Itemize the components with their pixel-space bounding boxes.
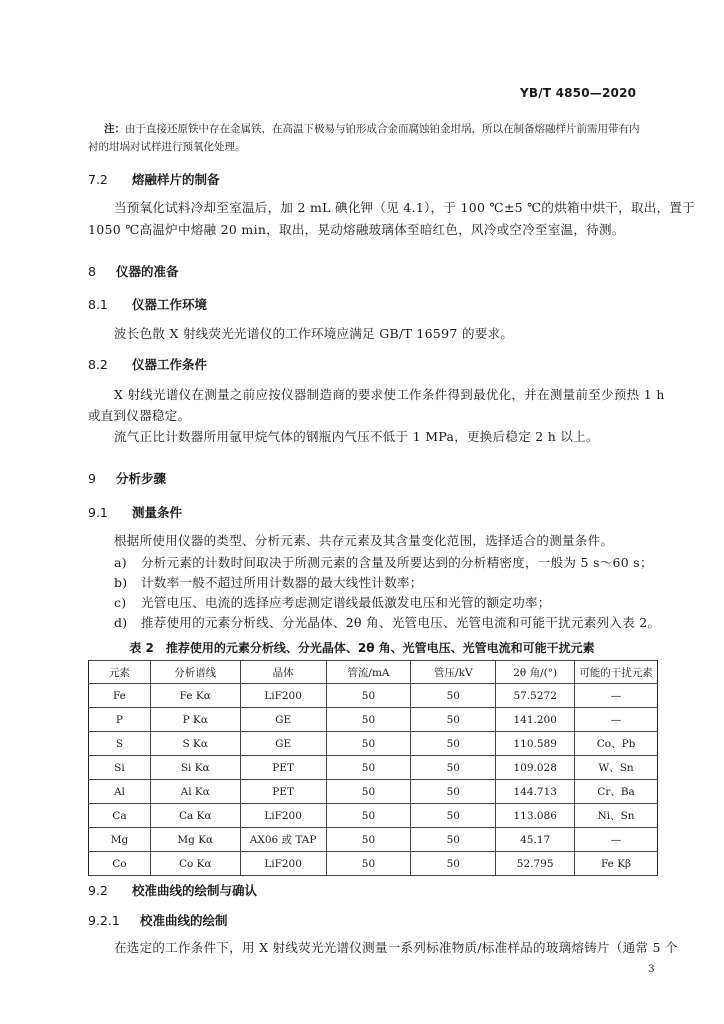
list-text: 分析元素的计数时间取决于所测元素的含量及所要达到的分析精密度，一般为 5 s～60 s； bbox=[141, 555, 653, 570]
table-cell: 50 bbox=[326, 852, 411, 876]
section-9-2-1-paragraph: 在选定的工作条件下，用 X 射线荧光光谱仪测量一系列标准物质/标准样品的玻璃熔铸片（通常 5 个 bbox=[114, 940, 678, 955]
table-cell: 144.713 bbox=[496, 780, 575, 804]
section-8-2-paragraph-1-line-1: X 射线光谱仪在测量之前应按仪器制造商的要求使工作条件得到最优化，并在测量前至少预热 1 h bbox=[114, 387, 665, 402]
table-caption-label: 表 2 bbox=[129, 641, 154, 655]
list-item bbox=[114, 613, 660, 633]
list-marker: d) bbox=[114, 615, 128, 630]
section-title: 分析步骤 bbox=[116, 471, 167, 486]
table-cell: 57.5272 bbox=[496, 684, 575, 708]
table-cell: GE bbox=[240, 732, 326, 756]
table-cell: AX06 或 TAP bbox=[240, 828, 326, 852]
table-cell: 141.200 bbox=[496, 708, 575, 732]
table-cell: 50 bbox=[411, 732, 496, 756]
section-7-2-paragraph-line-1: 当预氧化试料冷却至室温后，加 2 mL 碘化钾（见 4.1），于 100 ℃±5 ℃的烘箱中烘干，取出，置于 bbox=[114, 200, 696, 215]
column-header: 管流/mA bbox=[326, 661, 411, 684]
table-cell: Ni、Sn bbox=[575, 804, 658, 828]
note-text-1: 由于直接还原铁中存在金属铁，在高温下极易与铂形成合金而腐蚀铂金坩埚，所以在制备熔融样片前需用带有内 bbox=[125, 123, 640, 135]
section-9-heading bbox=[88, 469, 166, 487]
page-number: 3 bbox=[648, 963, 655, 975]
table-cell: 50 bbox=[411, 684, 496, 708]
table-cell: 50 bbox=[411, 852, 496, 876]
section-8-2-heading bbox=[88, 355, 207, 373]
table-row bbox=[89, 804, 658, 828]
element-parameters-table bbox=[88, 660, 658, 876]
table-cell: LiF200 bbox=[240, 852, 326, 876]
section-number: 9.2.1 bbox=[88, 913, 120, 928]
section-number: 9.2 bbox=[88, 883, 108, 898]
section-number: 9.1 bbox=[88, 505, 108, 520]
section-number: 7.2 bbox=[88, 172, 108, 187]
table-row bbox=[89, 708, 658, 732]
table-cell: 50 bbox=[411, 756, 496, 780]
table-cell: 50 bbox=[326, 756, 411, 780]
section-7-2-paragraph-line-2: 1050 ℃高温炉中熔融 20 min，取出，晃动熔融玻璃体至暗红色，风冷或空冷至室温，待测。 bbox=[88, 222, 625, 237]
table-cell: 50 bbox=[326, 732, 411, 756]
table-cell: Ca bbox=[89, 804, 151, 828]
table-cell: Al bbox=[89, 780, 151, 804]
column-header: 管压/kV bbox=[411, 661, 496, 684]
table-cell: Al Kα bbox=[150, 780, 240, 804]
section-9-2-1-heading bbox=[88, 911, 228, 929]
table-cell: 45.17 bbox=[496, 828, 575, 852]
table-caption bbox=[0, 639, 724, 656]
section-number: 8 bbox=[88, 264, 96, 279]
table-row bbox=[89, 684, 658, 708]
table-cell: 50 bbox=[326, 804, 411, 828]
column-header: 元素 bbox=[89, 661, 151, 684]
table-cell: 50 bbox=[411, 804, 496, 828]
table-cell: 50 bbox=[411, 708, 496, 732]
table-cell: 50 bbox=[326, 828, 411, 852]
list-marker: b) bbox=[114, 575, 128, 590]
table-cell: Cr、Ba bbox=[575, 780, 658, 804]
table-row bbox=[89, 852, 658, 876]
table-row bbox=[89, 780, 658, 804]
table-cell: 50 bbox=[326, 708, 411, 732]
table-cell: Fe bbox=[89, 684, 151, 708]
table-cell: GE bbox=[240, 708, 326, 732]
table-header-row bbox=[89, 661, 658, 684]
table-cell: S Kα bbox=[150, 732, 240, 756]
table-cell: S bbox=[89, 732, 151, 756]
list-marker: c) bbox=[114, 595, 127, 610]
table-cell: PET bbox=[240, 756, 326, 780]
table-cell: P Kα bbox=[150, 708, 240, 732]
list-item bbox=[114, 573, 423, 593]
table-caption-title: 推荐使用的元素分析线、分光晶体、2θ 角、光管电压、光管电流和可能干扰元素 bbox=[165, 641, 595, 655]
section-7-2-heading bbox=[88, 170, 220, 188]
section-title: 仪器工作环境 bbox=[132, 297, 208, 312]
table-cell: Fe Kα bbox=[150, 684, 240, 708]
table-cell: 50 bbox=[411, 780, 496, 804]
section-8-1-paragraph: 波长色散 X 射线荧光光谱仪的工作环境应满足 GB/T 16597 的要求。 bbox=[114, 326, 514, 341]
table-cell: PET bbox=[240, 780, 326, 804]
section-title: 校准曲线的绘制与确认 bbox=[132, 883, 258, 898]
note-label: 注： bbox=[104, 123, 125, 135]
table-cell: — bbox=[575, 684, 658, 708]
note-line-2: 衬的坩埚对试样进行预氧化处理。 bbox=[88, 141, 246, 153]
section-title: 校准曲线的绘制 bbox=[140, 913, 228, 928]
table-cell: 110.589 bbox=[496, 732, 575, 756]
table-cell: 109.028 bbox=[496, 756, 575, 780]
table-cell: Co、Pb bbox=[575, 732, 658, 756]
table-cell: Mg bbox=[89, 828, 151, 852]
list-marker: a) bbox=[114, 555, 127, 570]
list-text: 计数率一般不超过所用计数器的最大线性计数率； bbox=[141, 575, 423, 590]
column-header: 2θ 角/(°) bbox=[496, 661, 575, 684]
table-cell: W、Sn bbox=[575, 756, 658, 780]
list-item bbox=[114, 593, 551, 613]
column-header: 可能的干扰元素 bbox=[575, 661, 658, 684]
section-number: 8.1 bbox=[88, 297, 108, 312]
section-title: 仪器工作条件 bbox=[132, 357, 208, 372]
table-cell: LiF200 bbox=[240, 684, 326, 708]
table-cell: P bbox=[89, 708, 151, 732]
section-8-heading bbox=[88, 262, 179, 280]
table-cell: Co Kα bbox=[150, 852, 240, 876]
table-cell: Ca Kα bbox=[150, 804, 240, 828]
list-text: 光管电压、电流的选择应考虑测定谱线最低激发电压和光管的额定功率； bbox=[141, 595, 551, 610]
section-8-2-paragraph-2: 流气正比计数器所用氩甲烷气体的钢瓶内气压不低于 1 MPa，更换后稳定 2 h 以上。 bbox=[114, 429, 599, 444]
note-line-1 bbox=[104, 120, 640, 138]
table-cell: 50 bbox=[326, 780, 411, 804]
table-cell: Mg Kα bbox=[150, 828, 240, 852]
table-cell: Si Kα bbox=[150, 756, 240, 780]
table-cell: LiF200 bbox=[240, 804, 326, 828]
column-header: 晶体 bbox=[240, 661, 326, 684]
section-9-1-heading bbox=[88, 503, 182, 521]
section-8-2-paragraph-1-line-2: 或直到仪器稳定。 bbox=[88, 408, 191, 423]
table-row bbox=[89, 756, 658, 780]
section-9-2-heading bbox=[88, 881, 257, 899]
column-header: 分析谱线 bbox=[150, 661, 240, 684]
section-number: 9 bbox=[88, 471, 96, 486]
table-cell: 50 bbox=[411, 828, 496, 852]
table-cell: — bbox=[575, 828, 658, 852]
table-cell: 52.795 bbox=[496, 852, 575, 876]
section-title: 熔融样片的制备 bbox=[132, 172, 220, 187]
table-cell: Co bbox=[89, 852, 151, 876]
table-cell: Fe Kβ bbox=[575, 852, 658, 876]
section-title: 仪器的准备 bbox=[116, 264, 179, 279]
table-cell: — bbox=[575, 708, 658, 732]
section-9-1-intro: 根据所使用仪器的类型、分析元素、共存元素及其含量变化范围，选择适合的测量条件。 bbox=[114, 533, 614, 548]
section-number: 8.2 bbox=[88, 357, 108, 372]
list-item bbox=[114, 553, 653, 573]
table-row bbox=[89, 828, 658, 852]
section-title: 测量条件 bbox=[132, 505, 183, 520]
table-cell: 113.086 bbox=[496, 804, 575, 828]
table-cell: 50 bbox=[326, 684, 411, 708]
section-8-1-heading bbox=[88, 295, 207, 313]
table-cell: Si bbox=[89, 756, 151, 780]
standard-code: YB/T 4850—2020 bbox=[520, 86, 637, 100]
table-row bbox=[89, 732, 658, 756]
list-text: 推荐使用的元素分析线、分光晶体、2θ 角、光管电压、光管电流和可能干扰元素列入表 2。 bbox=[141, 615, 661, 630]
